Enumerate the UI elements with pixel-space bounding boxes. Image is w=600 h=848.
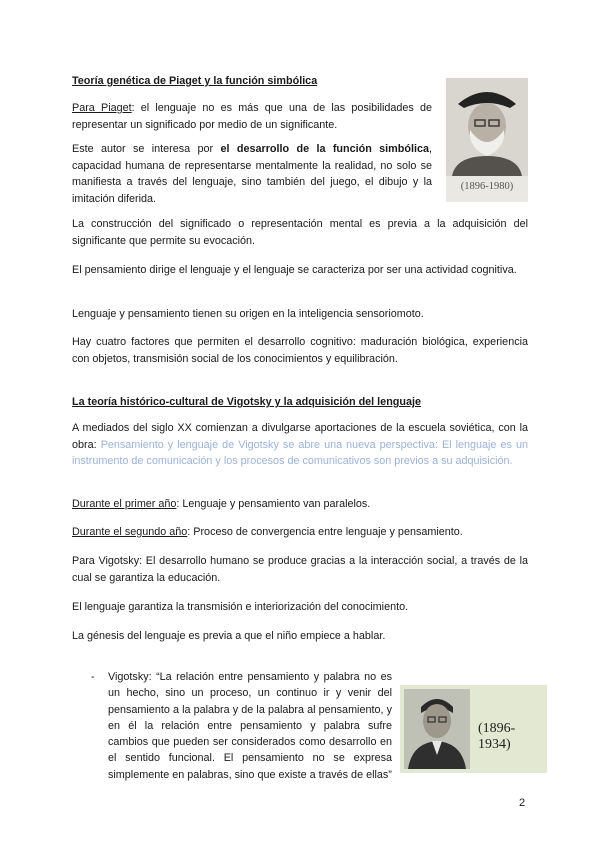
paragraph-lead: Para Piaget <box>72 102 132 114</box>
paragraph-cognitive-factors: Hay cuatro factores que permiten el desarrollo cognitivo: maduración biológica, experiencia con objetos, transmisión social de los conocimientos y equilibración. <box>72 336 528 365</box>
paragraph-meaning-construction: La construcción del significado o representación mental es previa a la adquisición del significante que permite su evocación. <box>72 218 528 247</box>
paragraph-thought-directs-language: El pensamiento dirige el lenguaje y el lenguaje se caracteriza por ser una actividad cognitiva. <box>72 264 517 276</box>
paragraph-bold: el desarrollo de la función simbólica <box>220 143 429 155</box>
section-title-piaget: Teoría genética de Piaget y la función simbólica <box>72 75 318 87</box>
piaget-portrait-image <box>446 78 528 176</box>
paragraph-highlighted-text: Pensamiento y lenguaje de Vigotsky se abre una nueva perspectiva: El lenguaje es un instrumento de comunicación y los procesos de comunicativos son previos a su adquisición. <box>72 438 529 468</box>
paragraph-knowledge-transmission: El lenguaje garantiza la transmisión e interiorización del conocimiento. <box>72 601 409 613</box>
paragraph-lead: Durante el segundo año <box>72 526 188 538</box>
paragraph-lead: Durante el primer año <box>72 498 177 510</box>
paragraph-language-genesis: La génesis del lenguaje es previa a que el niño empiece a hablar. <box>72 630 386 642</box>
paragraph-piaget-symbolic-function <box>72 141 432 207</box>
paragraph-text: Este autor se interesa por <box>72 143 221 155</box>
paragraph-text: A mediados del siglo XX comienzan a divulgarse aportaciones de la escuela soviética, con la obra: <box>72 422 528 451</box>
paragraph-text: , capacidad humana de representarse mentalmente la realidad, no solo se manifiesta a través del lenguaje, sino también del juego, el dibujo y la imitación diferida. <box>72 143 432 205</box>
piaget-photo-caption: (1896-1980) <box>460 181 514 192</box>
vigotsky-photo-caption: (1896-1934) <box>478 721 516 752</box>
paragraph-first-year <box>72 496 528 513</box>
paragraph-text: : Proceso de convergencia entre lenguaje y pensamiento. <box>187 526 463 538</box>
paragraph-sensorimotor-origin: Lenguaje y pensamiento tienen su origen en la inteligencia sensoriomoto. <box>72 308 424 320</box>
paragraph-text: : Lenguaje y pensamiento van paralelos. <box>176 498 371 510</box>
paragraph-social-interaction: Para Vigotsky: El desarrollo humano se produce gracias a la interacción social, a través de la cual se garantiza la educación. <box>72 555 528 584</box>
piaget-photo <box>446 78 528 202</box>
page-number: 2 <box>519 797 526 809</box>
vigotsky-photo <box>400 685 547 773</box>
section-title-vigotsky: La teoría histórico-cultural de Vigotsky y la adquisición del lenguaje <box>72 396 421 408</box>
paragraph-text: : el lenguaje no es más que una de las posibilidades de representar un significado por medio de un significante. <box>72 102 432 131</box>
paragraph-piaget-definition <box>72 100 432 133</box>
paragraph-second-year <box>72 524 528 541</box>
vigotsky-portrait-image <box>404 689 470 769</box>
paragraph-soviet-school <box>72 420 528 470</box>
vigotsky-quote: Vigotsky: “La relación entre pensamiento y palabra no es un hecho, sino un proceso, un continuo ir y venir del pensamiento a la palabra y de la palabra al pensamiento, y en él la relación entre pensamiento y palabra sufre cambios que pueden ser considerados como desarrollo en el sentido funcional. El pensamiento no se expresa simplemente en palabras, sino que existe a través de ellas” <box>108 671 392 781</box>
bullet-dash: - <box>91 671 95 683</box>
